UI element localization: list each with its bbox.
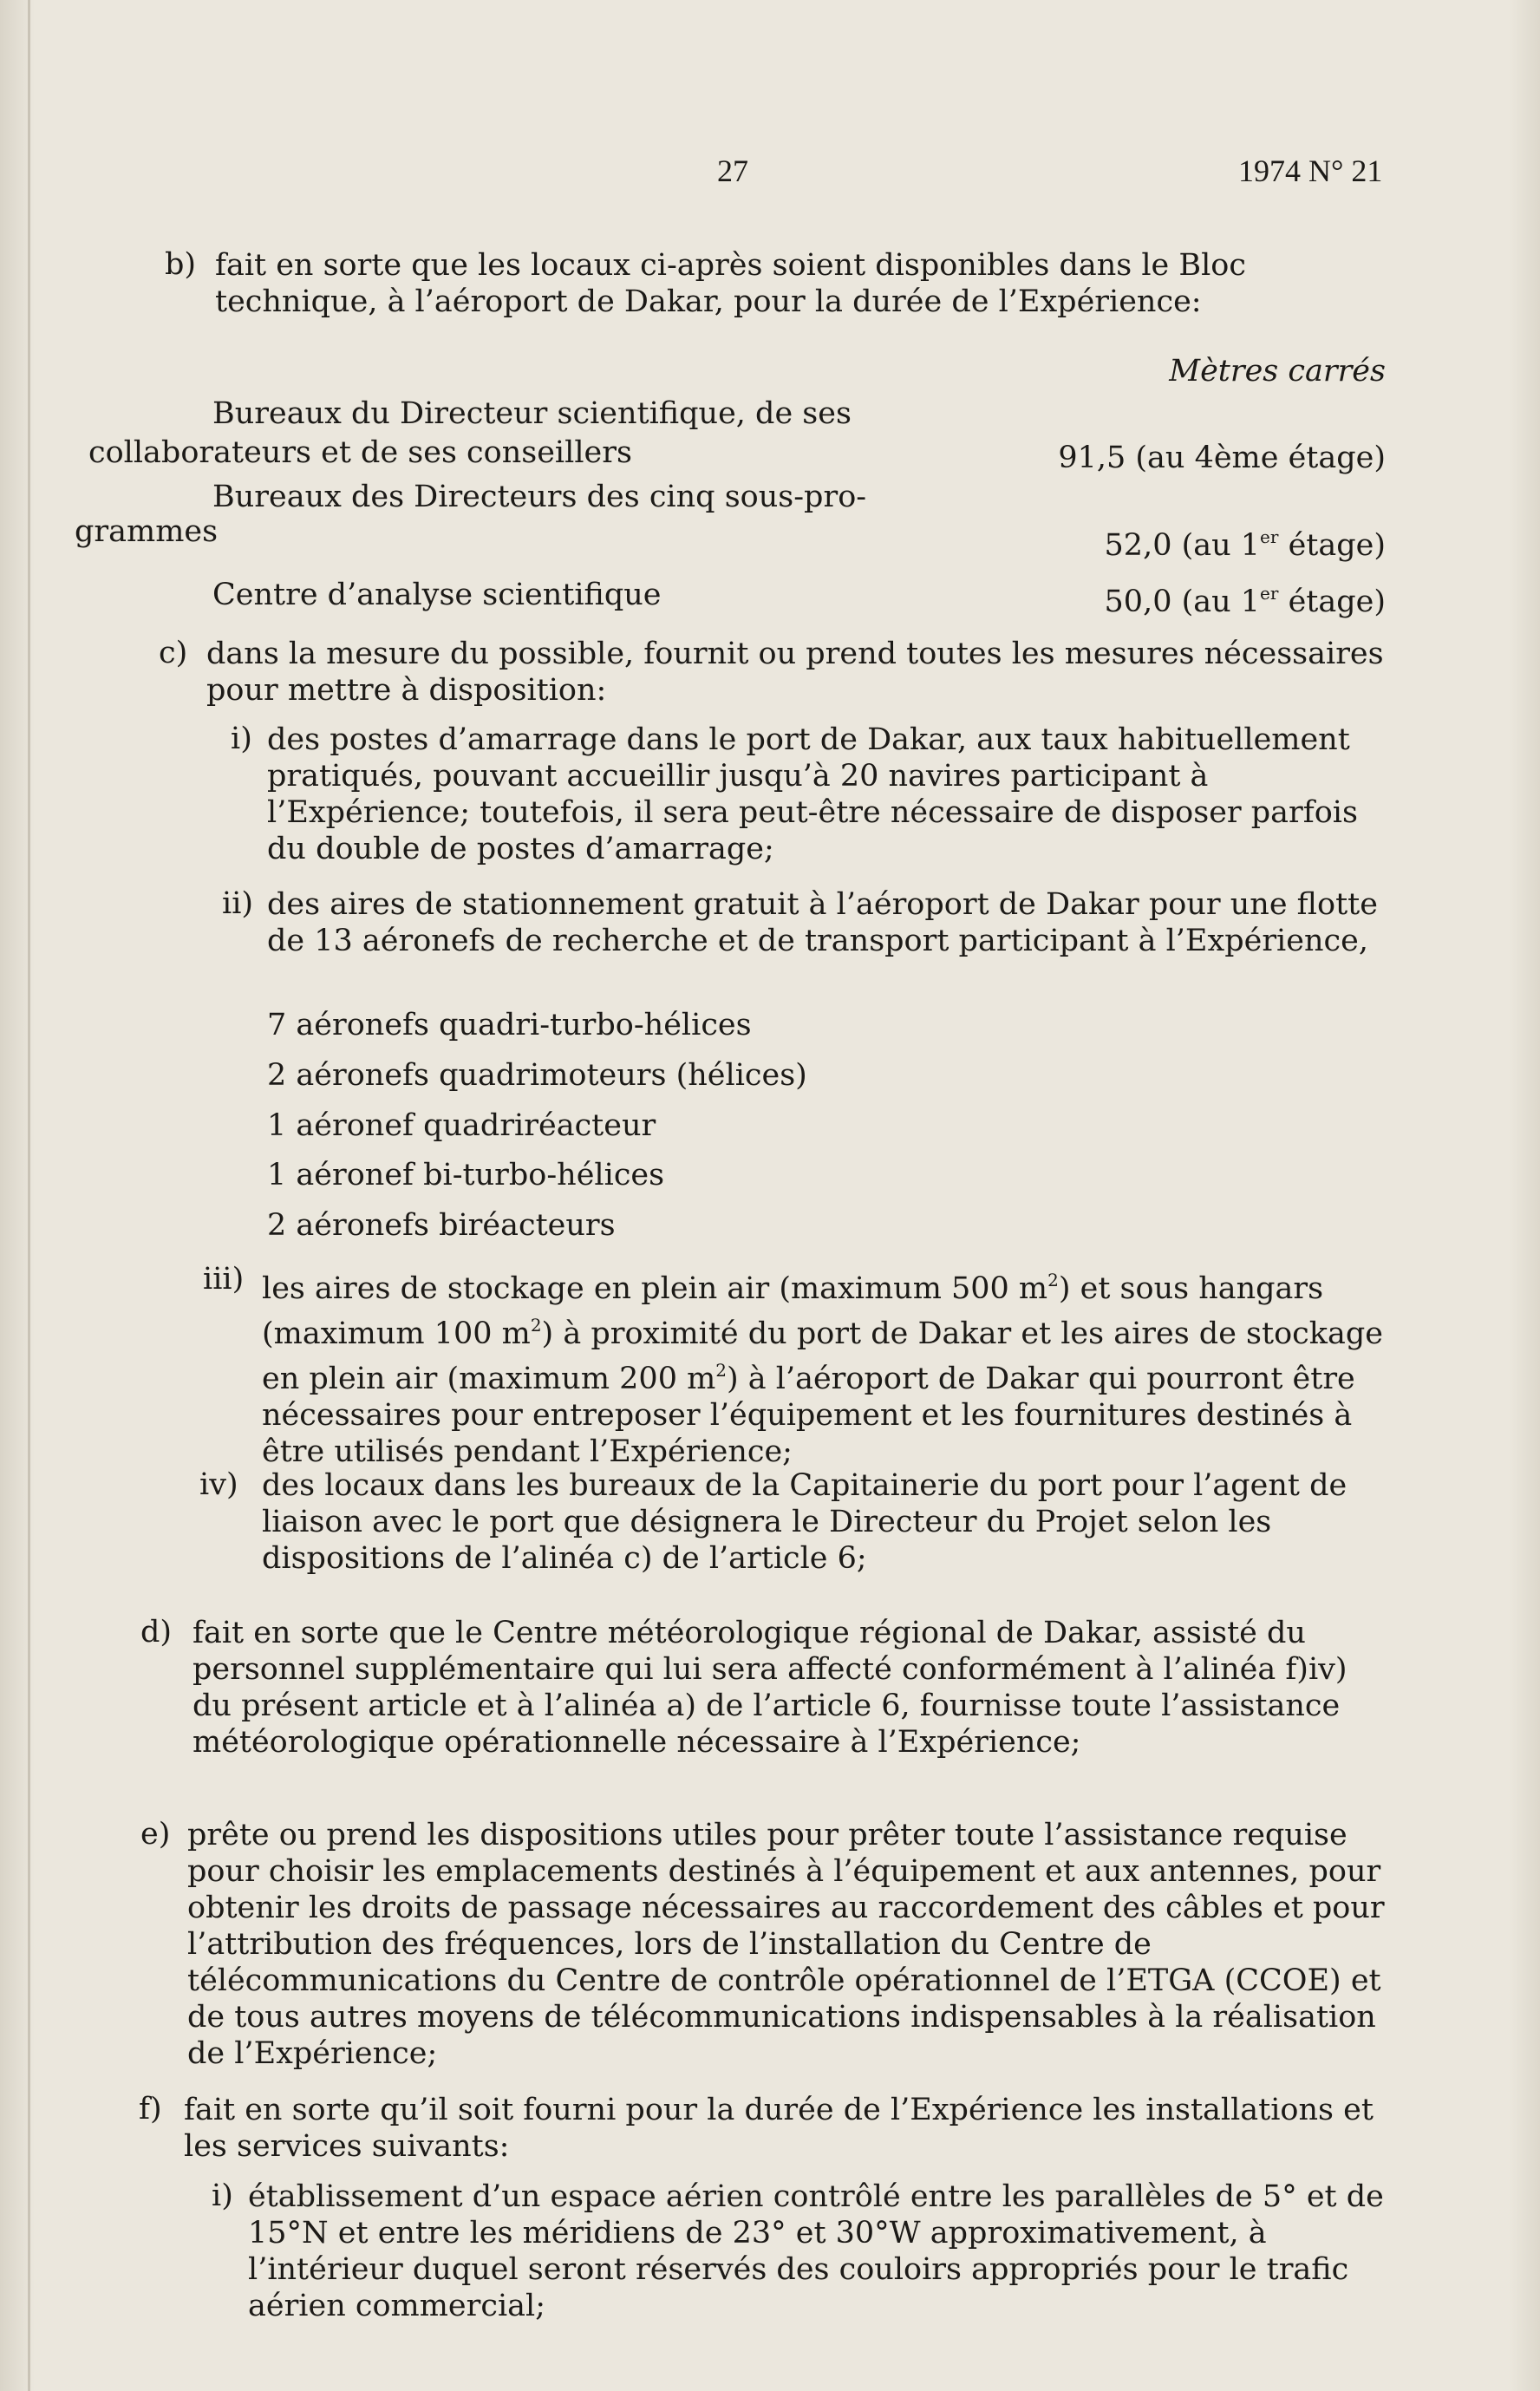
item-c-iii-text: les aires de stockage en plein air (maximum 500 $m^2$) et sous hangars (maximum 100 $m^2$) à proximité du port de Dakar et les aires de stockage en plein air (maximum 200 $m^2$) à l’aéroport de Dakar qui pourront être nécessaires pour entreposer l’équipement et les fournitures destinés à être utilisés pendant l’Expérience; — [262, 1270, 1383, 1469]
aircraft-item: 7 aéronefs quadri-turbo-hélices — [267, 1008, 752, 1042]
row2-line2: grammes — [75, 514, 219, 549]
item-c-i-label: i) — [231, 722, 252, 756]
page-number: 27 — [717, 154, 748, 188]
item-b-text: fait en sorte que les locaux ci-après soient disponibles dans le Bloc technique, à l’aéroport de Dakar, pour la durée de l’Expérience: — [215, 248, 1246, 319]
item-c-ii-label: ii) — [222, 886, 254, 921]
item-b-label: b) — [165, 247, 197, 282]
aircraft-item: 1 aéronef quadriréacteur — [267, 1108, 656, 1143]
row3-line1: Centre d’analyse scientifique — [212, 578, 662, 612]
item-c-ii-text: des aires de stationnement gratuit à l’aéroport de Dakar pour une flotte de 13 aéronefs de recherche et de transport participant à l’Expérience, — [267, 887, 1378, 958]
item-c-iv-text: des locaux dans les bureaux de la Capitainerie du port pour l’agent de liaison avec le port que désignera le Directeur du Projet selon les dispositions de l’alinéa c) de l’article 6; — [262, 1468, 1348, 1576]
row1-value: 91,5 (au 4ème étage) — [1058, 441, 1386, 475]
row3-value: 50,0 (au 1er étage) — [1104, 583, 1386, 619]
item-c-i-text: des postes d’amarrage dans le port de Dakar, aux taux habituellement pratiqués, pouvant accueillir jusqu’à 20 navires participant à l’Expérience; toutefois, il sera peut-être nécessaire de disposer parfois du double de postes d’amarrage; — [267, 722, 1358, 866]
item-c-iii-label: iii) — [203, 1262, 245, 1297]
item-c-text: dans la mesure du possible, fournit ou prend toutes les mesures nécessaires pour mettre à disposition: — [206, 637, 1384, 708]
document-reference: 1974 N° 21 — [1238, 154, 1383, 188]
row1-line1: Bureaux du Directeur scientifique, de ses — [212, 396, 852, 431]
row2-value: 52,0 (au 1er étage) — [1104, 526, 1386, 563]
item-e-text: prête ou prend les dispositions utiles pour prêter toute l’assistance requise pour choisir les emplacements destinés à l’équipement et aux antennes, pour obtenir les droits de passage nécessaires au raccordement des câbles et pour l’attribution des fréquences, lors de l’installation du Centre de télécommunications du Centre de contrôle opérationnel de l’ETGA (CCOE) et de tous autres moyens de télécommunications indispensables à la réalisation de l’Expérience; — [187, 1818, 1385, 2071]
item-c-label: c) — [159, 636, 188, 670]
aircraft-item: 2 aéronefs quadrimoteurs (hélices) — [267, 1058, 807, 1093]
item-d-label: d) — [140, 1615, 173, 1650]
item-c-iv-label: iv) — [199, 1467, 238, 1502]
page-spine — [28, 0, 30, 2391]
aircraft-item: 2 aéronefs biréacteurs — [267, 1208, 616, 1243]
item-e-label: e) — [140, 1817, 171, 1852]
row2-line1: Bureaux des Directeurs des cinq sous-pro- — [212, 480, 867, 514]
column-header-metres: Mètres carrés — [1169, 354, 1386, 389]
item-f-text: fait en sorte qu’il soit fourni pour la durée de l’Expérience les installations et les services suivants: — [184, 2093, 1374, 2164]
item-f-label: f) — [139, 2092, 162, 2126]
item-f-i-label: i) — [212, 2179, 233, 2213]
aircraft-item: 1 aéronef bi-turbo-hélices — [267, 1158, 665, 1192]
row1-line2: collaborateurs et de ses conseillers — [88, 435, 632, 470]
item-d-text: fait en sorte que le Centre météorologique régional de Dakar, assisté du personnel supplémentaire qui lui sera affecté conformément à l’alinéa f)iv) du présent article et à l’alinéa a) de l’article 6, fournisse toute l’assistance météorologique opérationnelle nécessaire à l’Expérience; — [192, 1616, 1348, 1760]
item-f-i-text: établissement d’un espace aérien contrôlé entre les parallèles de 5° et de 15°N et entre les méridiens de 23° et 30°W approximativement, à l’intérieur duquel seront réservés des couloirs appropriés pour le trafic aérien commercial; — [248, 2179, 1384, 2323]
